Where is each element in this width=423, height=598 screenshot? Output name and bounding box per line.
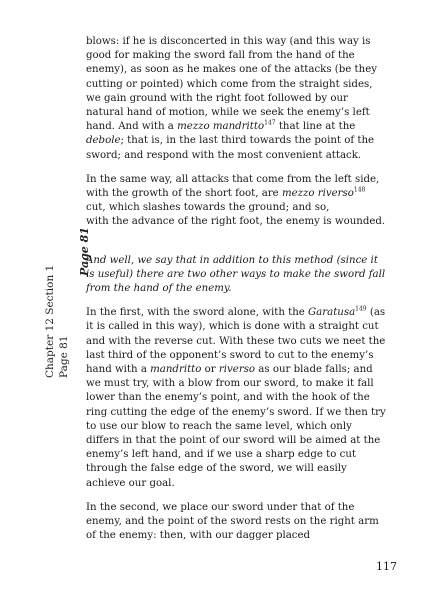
paragraph-1: blows: if he is disconcerted in this way (and this way is good for making the sword fall from the hand of the enemy), as soon as he makes one of the attacks (be they cutting or pointed) which come from the straight sides, we gain ground with the right foot followed by our natural hand of motion, while we seek the enemy’s left hand. And with a mezzo mandritto$^{147}$ that line at the debole; that is, in the last third towards the point of the sword; and respond with the most convenient attack. — [86, 36, 378, 161]
paragraph-5: In the second, we place our sword under that of the enemy, and the point of the sword rests on the right arm of the enemy: then, with our dagger placed — [86, 501, 379, 542]
paragraph-2: In the same way, all attacks that come from the left side, with the growth of the short foot, are mezzo riverso$^{148}$ cut, which slashes towards the ground; and so, with the advance of the right foot, the enemy is wounded. — [86, 173, 386, 228]
footnote-ref: 147 — [264, 119, 276, 127]
footnote-ref: 149 — [355, 305, 367, 313]
page-number: 117 — [376, 560, 397, 573]
margin-note — [30, 227, 91, 390]
paragraph-3-italic: And well, we say that in addition to this method (since it is useful) there are two other ways to make the sword fall from the hand of the enemy. — [86, 254, 386, 295]
page-reference-label: Page 81 — [58, 335, 70, 378]
chapter-section-label: Chapter 12 Section 1 — [44, 264, 56, 378]
paragraph-4: In the first, with the sword alone, with the Garatusa$^{149}$ (as it is called in this way), which is done with a straight cut and with the reverse cut. With these two cuts we neet the last third of the opponent’s sword to cut to the enemy’s hand with a mandritto or riverso as our blade falls; and we must try, with a blow from our sword, to make it fall lower than the enemy’s point, and with the hook of the ring cutting the edge of the enemy’s sword. If we then try to use our blow to reach the same level, which only differs in that the point of our sword will be aimed at the enemy’s left hand, and if we use a sharp edge to cut through the false edge of the sword, we will easily achieve our goal. — [86, 305, 386, 489]
footnote-ref: 148 — [353, 186, 366, 194]
body-text — [86, 35, 386, 554]
ornate-page-label: Page 81 — [78, 227, 91, 276]
